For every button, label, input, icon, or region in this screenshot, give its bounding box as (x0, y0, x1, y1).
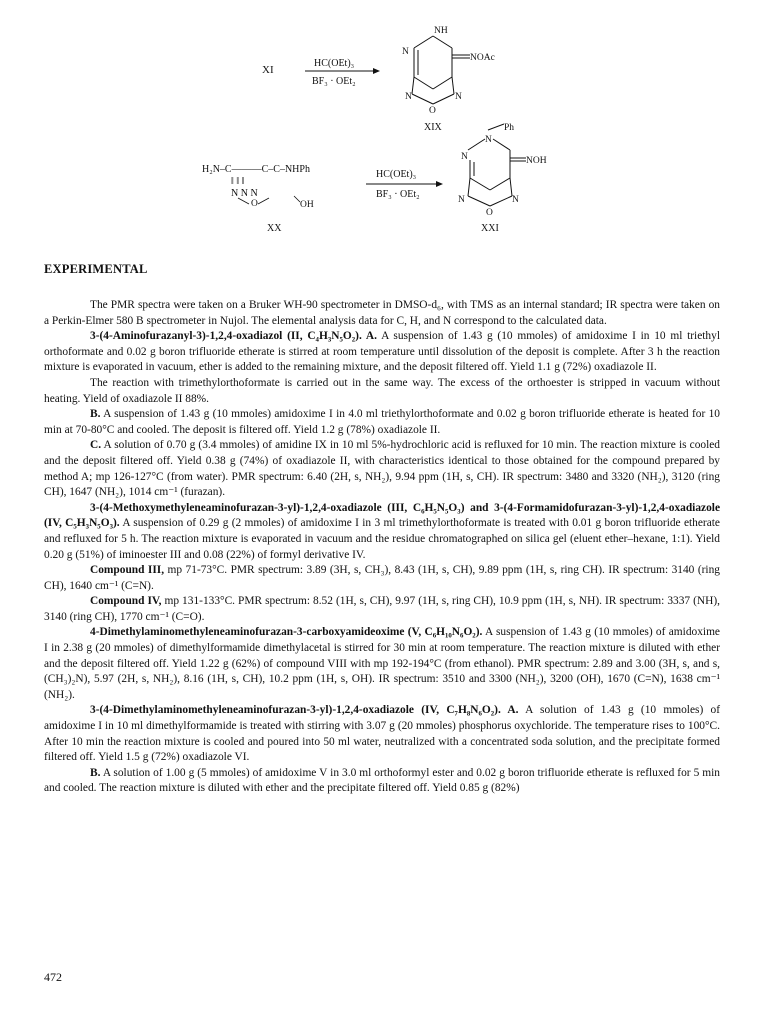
product-xxi-label: XXI (481, 223, 499, 234)
xix-noac: NOAc (470, 53, 495, 63)
page-number: 472 (44, 970, 62, 984)
paragraph: 3-(4-Aminofurazanyl-3)-1,2,4-oxadiazol (II, C₄H₃N₅O₂). A. A suspension of 1.43 g (10 mmoles) of amidoxime I in 10 ml triethyl orthoformate and 0.02 g boron trifluoride etherate is stirred at room temperature until dissolution of the deposit is complete. After 3 h the reaction mixture is evaporated in vacuum, ether is added to the remaining mixture, and the deposit filtered off. Yield 1.1 g (72%) oxadiazole II. (44, 330, 720, 374)
paragraph: 4-Dimethylaminomethyleneaminofurazan-3-carboxyamideoxime (V, C₆H₁₀N₆O₂). A suspension of 1.43 g (10 mmoles) of amidoxime I in 2.38 g (20 mmoles) of dimethylformamide dimethylacetal is stirred for 30 min at room temperature. The reaction mixture is diluted with ether and the deposit filtered off. Yield 1.22 g (62%) of compound VIII with mp 192-194°C (from ethanol). PMR spectrum: 2.89 and 3.00 (3H, s, and s, (CH₃)₂N), 5.97 (2H, s, NH₂), 8.16 (1H, s, CH), 10.2 ppm (1H, s, OH). IR spectrum: 3510 and 3300 (NH₂), 3200 (OH), 1670 (C=N), 1638 cm⁻¹ (NH₂). (44, 626, 720, 701)
xxi-n-ring-left: N (458, 195, 465, 205)
xxi-n-top: N (485, 135, 492, 145)
xxi-n-ring-right: N (512, 195, 519, 205)
xix-o: O (429, 106, 436, 116)
reactant-xx-label: XX (267, 223, 282, 234)
experimental-body (44, 298, 720, 797)
arrow-head-bottom (436, 181, 443, 187)
reaction-schemes (0, 0, 759, 260)
xxi-o: O (486, 208, 493, 218)
reagent-below-top: BF₃ · OEt₂ (312, 76, 356, 87)
paragraph: 3-(4-Methoxymethyleneaminofurazan-3-yl)-1,2,4-oxadiazole (III, C₆H₅N₅O₃) and 3-(4-Formamidofurazan-3-yl)-1,2,4-oxadiazole (IV, C₅H₃N₅O₃). A suspension of 0.29 g (2 mmoles) of amidoxime I in 3 ml trimethylorthoformate is treated with 0.01 g boron trifluoride etherate and refluxed for 5 h. The reaction mixture is evaporated in vacuum and the residue chromatographed on silica gel (eluent ether–hexane, 1:1). Yield 0.20 g (51%) of iminoester III and 0.08 (22%) of formyl derivative IV. (44, 501, 720, 561)
product-xix-label: XIX (424, 122, 442, 133)
xx-formula-bonds: ‖ ‖ ‖ (231, 176, 245, 187)
xx-oh: OH (300, 200, 314, 210)
paragraph: The PMR spectra were taken on a Bruker WH-90 spectrometer in DMSO-d₆, with TMS as an internal standard; IR spectra were taken on a Perkin-Elmer 580 B spectrometer in Nujol. The elemental analysis data for C, H, and N correspond to the calculated data. (44, 299, 720, 327)
paragraph: 3-(4-Dimethylaminomethyleneaminofurazan-3-yl)-1,2,4-oxadiazole (IV, C₇H₈N₆O₂). A. A solution of 1.43 g (10 mmoles) of amidoxime I in 10 ml dimethylformamide is treated with stirring with 3.07 g (20 mmoles) phosphorus oxychloride. The temperature rises to 100°C. After 10 min the reaction mixture is cooled and poured into 50 ml water, neutralized with a concentrated soda solution, and the precipitate formed filtered off. Yield 1.5 g (72%) oxadiazole VI. (44, 704, 720, 764)
reagent-below-bottom: BF₃ · OEt₂ (376, 189, 420, 200)
arrow-head-top (373, 68, 380, 74)
reagent-above-top: HC(OEt)₃ (314, 58, 355, 69)
xix-n-ring-right: N (455, 92, 462, 102)
xix-nh: NH (434, 26, 448, 36)
xxi-n-left: N (461, 152, 468, 162)
xxi-noh: NOH (526, 156, 547, 166)
xix-n-left: N (402, 47, 409, 57)
reactant-xi-label: XI (262, 64, 274, 76)
xix-n-ring-left: N (405, 92, 412, 102)
section-heading: EXPERIMENTAL (44, 262, 148, 276)
paragraph: Compound III, mp 71-73°C. PMR spectrum: 3.89 (3H, s, CH₃), 8.43 (1H, s, CH), 9.89 ppm (1H, s, ring CH). IR spectrum: 3140 (ring CH), 1640 cm⁻¹ (C=N). (44, 564, 720, 592)
paragraph: Compound IV, mp 131-133°C. PMR spectrum: 8.52 (1H, s, CH), 9.97 (1H, s, ring CH), 10.9 ppm (1H, s, NH). IR spectrum: 3337 (NH), 3140 (ring CH), 1770 cm⁻¹ (C=O). (44, 595, 720, 623)
structure-xxi (468, 124, 526, 206)
paragraph: B. A solution of 1.00 g (5 mmoles) of amidoxime V in 3.0 ml orthoformyl ester and 0.02 g boron trifluoride etherate is refluxed for 5 min and cooled. The reaction mixture is diluted with ether and the precipitate filtered off. Yield 0.85 g (82%) (44, 766, 720, 795)
xx-formula-line3: N N N (231, 188, 258, 199)
xx-o: O (251, 199, 258, 209)
paragraph: B. A suspension of 1.43 g (10 mmoles) amidoxime I in 4.0 ml triethylorthoformate and 0.02 g boron trifluoride etherate is heated for 10 min at 70-80°C and cooled. The deposit is filtered off. Yield 1.2 g (78%) oxadiazole II. (44, 408, 720, 436)
paragraph: The reaction with trimethylorthoformate is carried out in the same way. The excess of the orthoester is stripped in vacuum without heating. Yield of oxadiazole II 88%. (44, 376, 720, 405)
scheme-top (262, 26, 495, 133)
scheme-bottom (202, 123, 547, 234)
reagent-above-bottom: HC(OEt)₃ (376, 169, 417, 180)
xx-formula-line1: H₂N–C———C–C–NHPh (202, 164, 310, 175)
xxi-ph: Ph (504, 123, 515, 133)
paragraph: C. A solution of 0.70 g (3.4 mmoles) of amidine IX in 10 ml 5%-hydrochloric acid is refluxed for 10 min. The reaction mixture is cooled and the deposit filtered off. Yield 0.38 g (74%) of oxadiazole II, with characteristics identical to those obtained for the compound prepared by method A; mp 126-127°C (from water). PMR spectrum: 6.40 (2H, s, NH₂), 9.94 ppm (1H, s, CH). IR spectrum: 3480 and 3320 (NH₂), 3120 (ring CH), 1647 (NH₂), 1014 cm⁻¹ (furazan). (44, 439, 720, 499)
